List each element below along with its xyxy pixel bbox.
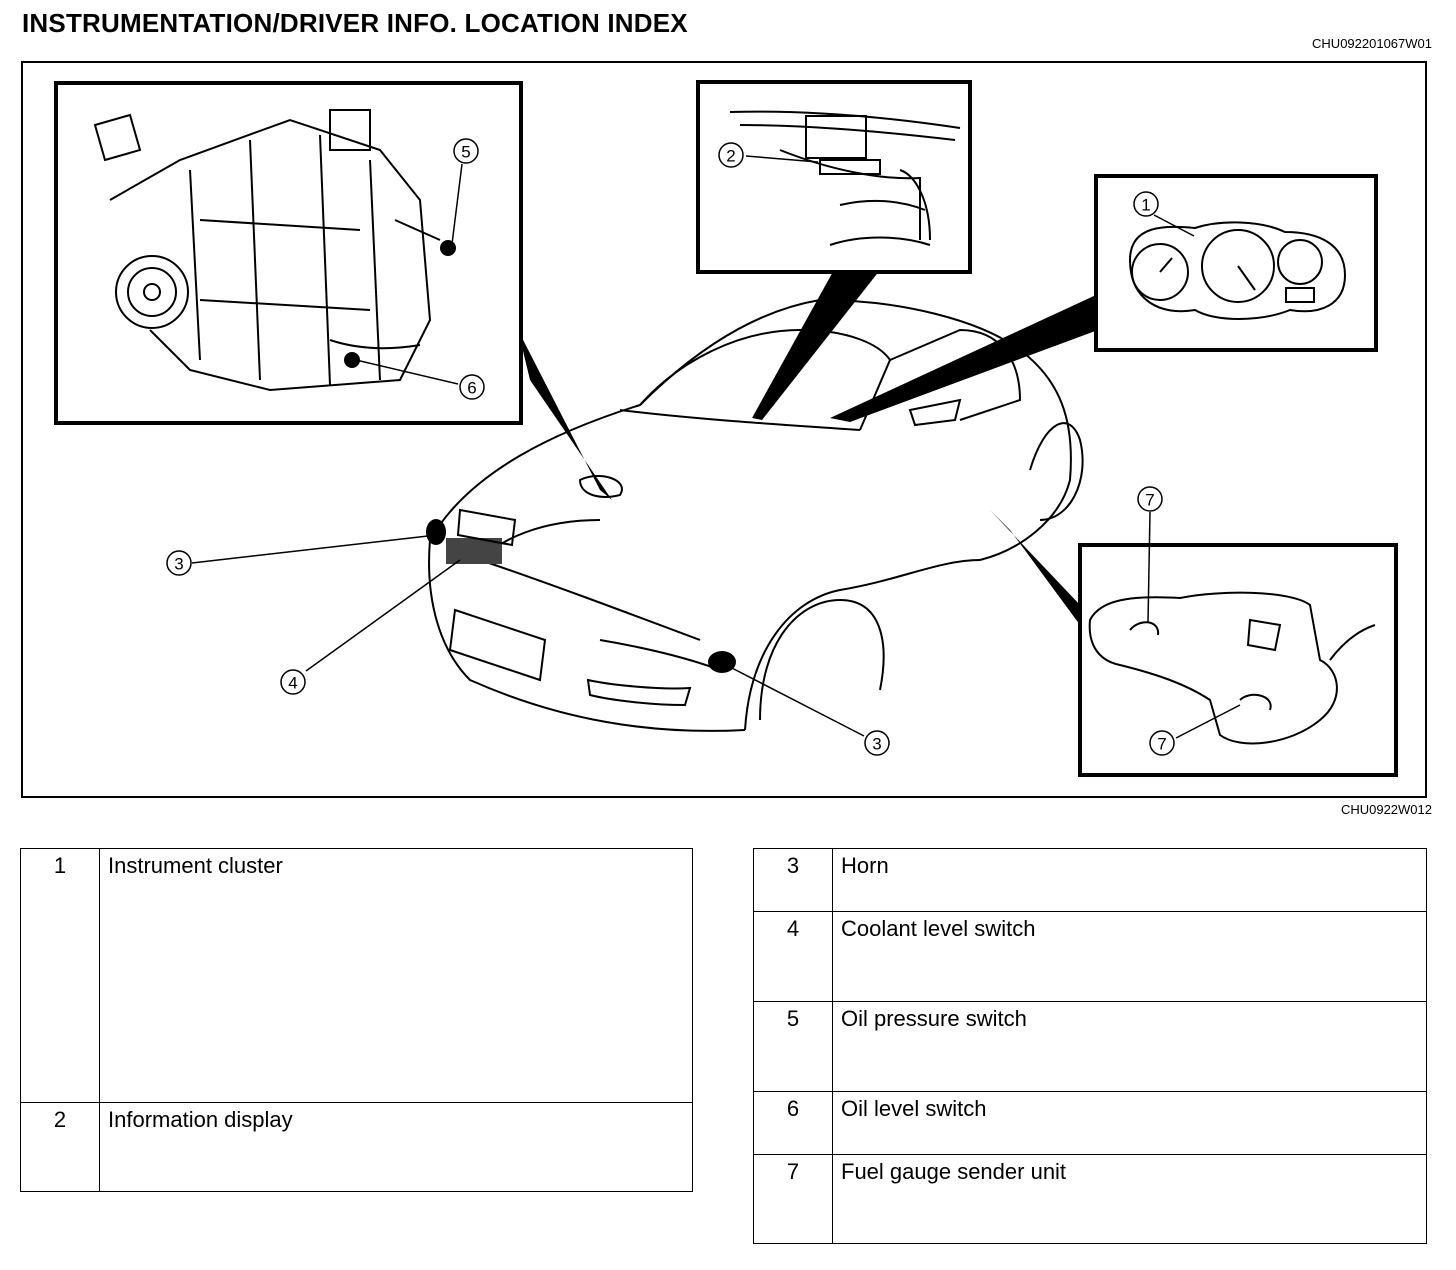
page-title: INSTRUMENTATION/DRIVER INFO. LOCATION INDEX (22, 8, 688, 38)
information-display-inset (698, 82, 970, 272)
callout-2: 2 (726, 146, 736, 166)
legend-label: Coolant level switch (833, 912, 1427, 1002)
figure-id: CHU0922W012 (1340, 802, 1432, 817)
legend-row (754, 849, 1427, 912)
legend-label: Information display (100, 1103, 693, 1192)
legend-label: Fuel gauge sender unit (833, 1155, 1427, 1244)
legend-label: Instrument cluster (100, 849, 693, 1103)
legend-table-right (753, 848, 1427, 1244)
callout-3-right: 3 (872, 734, 882, 754)
legend-number: 2 (21, 1103, 100, 1192)
legend-label: Oil level switch (833, 1092, 1427, 1155)
legend-number: 5 (754, 1002, 833, 1092)
legend-number: 4 (754, 912, 833, 1002)
legend-label: Oil pressure switch (833, 1002, 1427, 1092)
document-id: CHU092201067W01 (1312, 36, 1432, 51)
callout-7-top: 7 (1145, 490, 1155, 510)
legend-label: Horn (833, 849, 1427, 912)
leader-lines (192, 536, 864, 736)
legend-number: 3 (754, 849, 833, 912)
legend-row (754, 1092, 1427, 1155)
callout-7-bottom: 7 (1157, 734, 1167, 754)
legend-number: 6 (754, 1092, 833, 1155)
leader-wedges (518, 268, 1098, 625)
legend-row (21, 1103, 693, 1192)
callout-5: 5 (461, 142, 471, 162)
fuel-tank-inset (1080, 512, 1396, 775)
callout-3-left: 3 (174, 554, 184, 574)
legend-row (754, 912, 1427, 1002)
legend-number: 1 (21, 849, 100, 1103)
legend-row (21, 849, 693, 1103)
callout-4: 4 (288, 673, 298, 693)
legend-row (754, 1002, 1427, 1092)
callout-1: 1 (1141, 195, 1151, 215)
legend-number: 7 (754, 1155, 833, 1244)
legend-table-left (20, 848, 693, 1192)
legend-row (754, 1155, 1427, 1244)
callout-6: 6 (467, 378, 477, 398)
engine-inset (56, 83, 521, 423)
car-component-marks (426, 510, 736, 673)
